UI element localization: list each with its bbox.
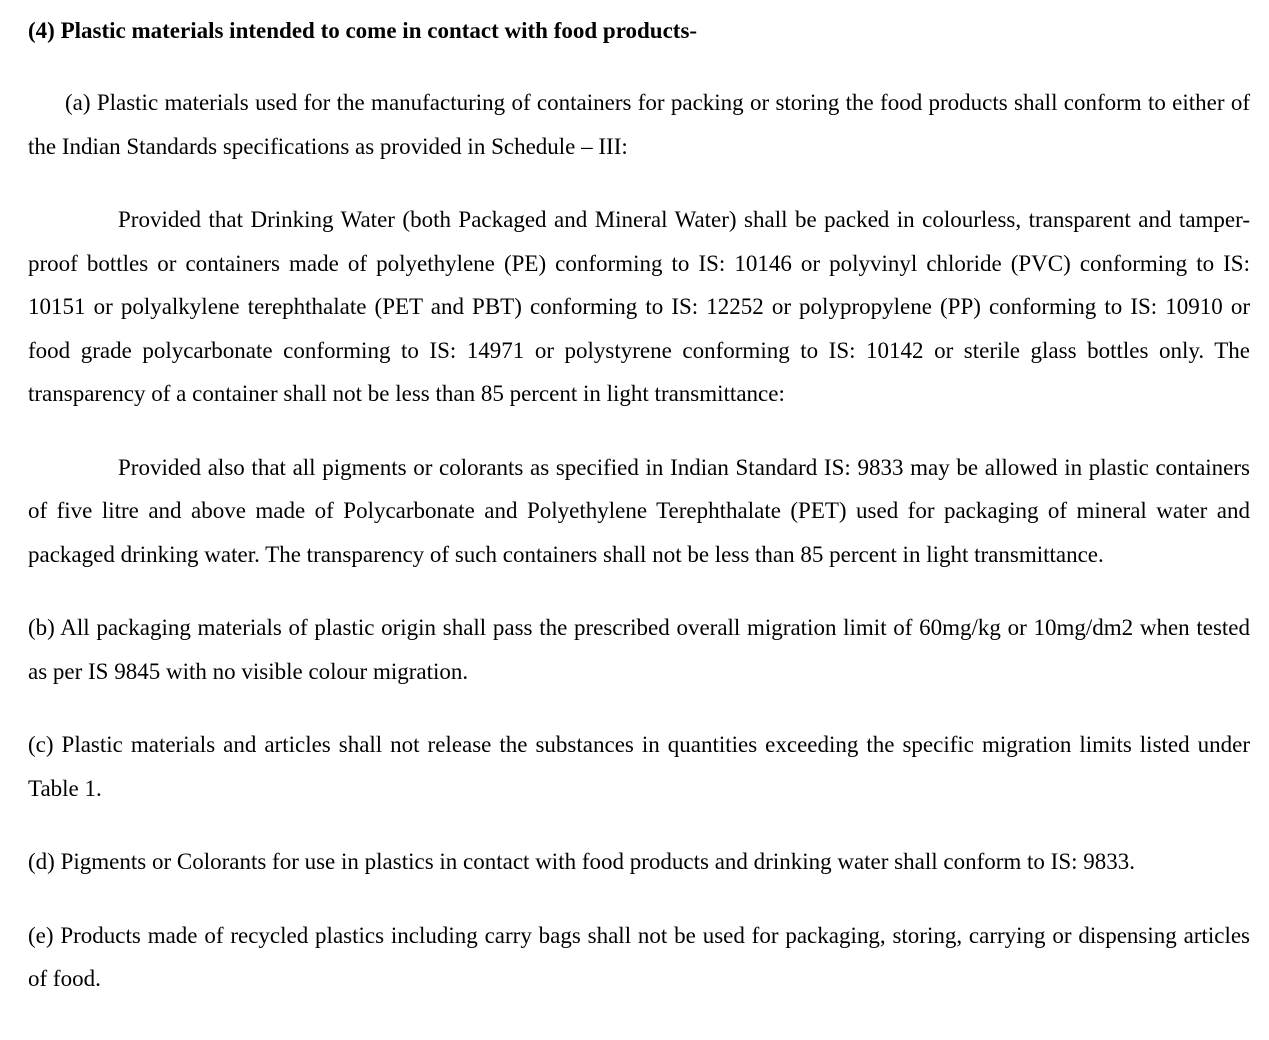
document-page [28, 8, 1250, 1001]
paragraph-c: (c) Plastic materials and articles shall not release the substances in quantities exceeding the specific migration limits listed under Table 1. [28, 732, 1250, 801]
proviso-pigments: Provided also that all pigments or colorants as specified in Indian Standard IS: 9833 may be allowed in plastic containers of five litre and above made of Polycarbonate and Polyethylene Terephthalate (PET) used for packaging of mineral water and packaged drinking water. The transparency of such containers shall not be less than 85 percent in light transmittance. [28, 454, 1250, 567]
paragraph-b: (b) All packaging materials of plastic origin shall pass the prescribed overall migration limit of 60mg/kg or 10mg/dm2 when tested as per IS 9845 with no visible colour migration. [28, 615, 1250, 684]
proviso-drinking-water: Provided that Drinking Water (both Packaged and Mineral Water) shall be packed in colourless, transparent and tamper-proof bottles or containers made of polyethylene (PE) conforming to IS: 10146 or polyvinyl chloride (PVC) conforming to IS: 10151 or polyalkylene terephthalate (PET and PBT) conforming to IS: 12252 or polypropylene (PP) conforming to IS: 10910 or food grade polycarbonate conforming to IS: 14971 or polystyrene conforming to IS: 10142 or sterile glass bottles only. The transparency of a container shall not be less than 85 percent in light transmittance: [28, 207, 1250, 406]
paragraph-d: (d) Pigments or Colorants for use in plastics in contact with food products and drinking water shall conform to IS: 9833. [28, 849, 1136, 874]
section-heading: (4) Plastic materials intended to come in contact with food products- [28, 18, 698, 43]
paragraph-e: (e) Products made of recycled plastics including carry bags shall not be used for packaging, storing, carrying or dispensing articles of food. [28, 922, 1250, 991]
paragraph-a: (a) Plastic materials used for the manufacturing of containers for packing or storing the food products shall conform to either of the Indian Standards specifications as provided in Schedule – III: [28, 90, 1250, 159]
